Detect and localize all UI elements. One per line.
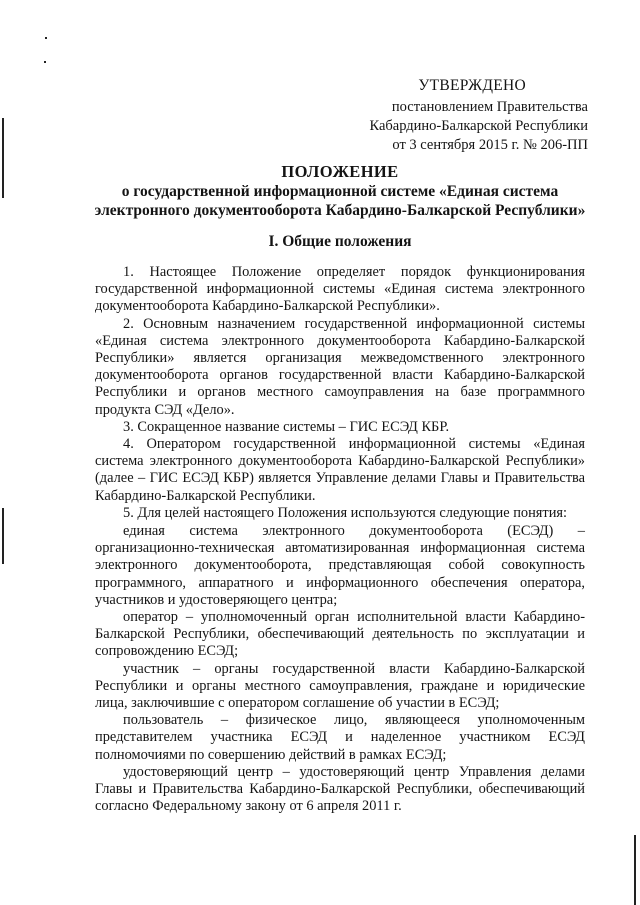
scan-edge-line <box>2 118 4 198</box>
scan-dot <box>45 37 47 39</box>
definition: участник – органы государственной власти Кабардино-Балкарской Республики и органы местного самоуправления, граждане и юридические лица, заключившие с оператором соглашение об участии в ЕСЭД; <box>95 660 585 712</box>
title-line: о государственной информационной системе «Единая система <box>121 183 559 200</box>
approval-heading: УТВЕРЖДЕНО <box>418 77 526 94</box>
document-body <box>95 264 585 816</box>
definition: оператор – уполномоченный орган исполнительной власти Кабардино-Балкарской Республики, обеспечивающий деятельность по эксплуатации и сопровождению ЕСЭД; <box>95 609 585 660</box>
title-line: электронного документооборота Кабардино-Балкарской Республики» <box>94 202 586 219</box>
scan-edge-line <box>634 835 636 905</box>
paragraph: 1. Настоящее Положение определяет порядок функционирования государственной информационной системы «Единая система электронного документооборота Кабардино-Балкарской Республики». <box>95 264 585 315</box>
paragraph: 5. Для целей настоящего Положения используются следующие понятия: <box>123 504 568 521</box>
title-main: ПОЛОЖЕНИЕ <box>281 162 399 181</box>
paragraph: 3. Сокращенное название системы – ГИС ЕСЭД КБР. <box>123 418 450 435</box>
section-heading: I. Общие положения <box>268 233 412 250</box>
approval-stamp <box>330 76 588 155</box>
paragraph: 4. Оператором государственной информационной системы «Единая система электронного документооборота Кабардино-Балкарской Республики» (далее – ГИС ЕСЭД КБР) является Управление делами Главы и Правительства Кабардино-Балкарской Республики. <box>95 436 585 504</box>
document-title <box>60 162 620 220</box>
scan-dot <box>44 61 46 63</box>
scan-edge-line <box>2 508 4 564</box>
paragraph: 2. Основным назначением государственной информационной системы «Единая система электронного документооборота Кабардино-Балкарской Республики» является организация межведомственного электронного документооборота органов государственной власти Кабардино-Балкарской Республики и органов местного самоуправления на базе программного продукта СЭД «Дело». <box>95 315 585 418</box>
definition: пользователь – физическое лицо, являющееся уполномоченным представителем участника ЕСЭД и наделенное участником ЕСЭД полномочиями по совершению действий в рамках ЕСЭД; <box>95 712 585 763</box>
approval-line: постановлением Правительства <box>391 99 588 115</box>
approval-line: от 3 сентября 2015 г. № 206-ПП <box>392 137 588 153</box>
definition: единая система электронного документооборота (ЕСЭД) – организационно-техническая автоматизированная информационная система электронного документооборота, представляющая собой совокупность программного, аппаратного и информационного обеспечения оператора, участников и удостоверяющего центра; <box>95 523 585 608</box>
definition: удостоверяющий центр – удостоверяющий центр Управления делами Главы и Правительства Кабардино-Балкарской Республики, обеспечивающий согласно Федеральному закону от 6 апреля 2011 г. <box>95 763 585 815</box>
approval-line: Кабардино-Балкарской Республики <box>369 118 588 134</box>
